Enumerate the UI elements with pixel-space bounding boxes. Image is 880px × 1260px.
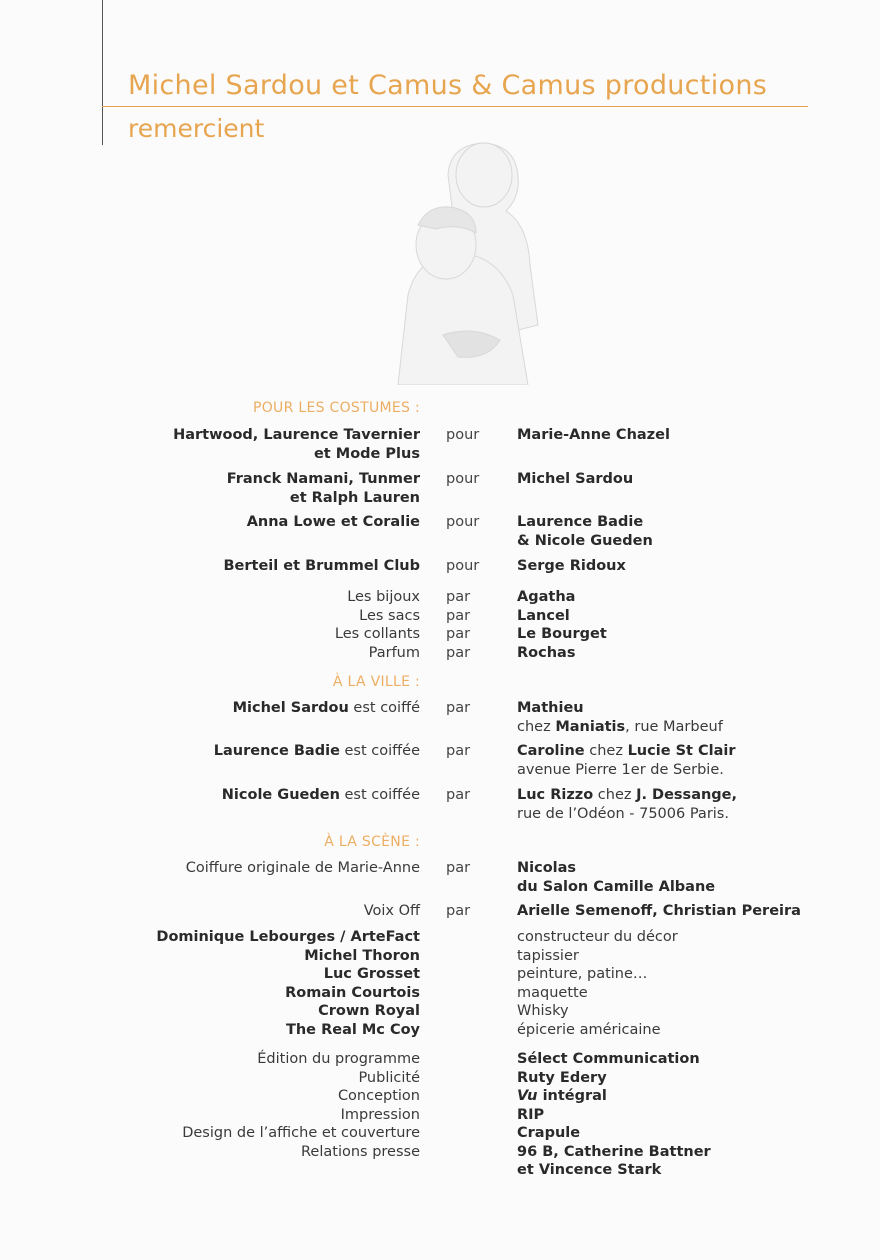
- costume-left-line: Berteil et Brummel Club: [223, 558, 420, 574]
- scene-label: Coiffure originale de Marie-Anne: [185, 860, 420, 876]
- credit-name: et Vincence Stark: [517, 1162, 662, 1178]
- ville-address: rue de l’Odéon - 75006 Paris.: [517, 805, 729, 822]
- supplier-name: The Real Mc Coy: [285, 1021, 420, 1038]
- ville-suffix: est coiffée: [339, 787, 420, 803]
- credit-name: 96 B, Catherine Battner: [517, 1143, 711, 1160]
- scene-credit: Nicolas: [517, 860, 577, 876]
- credit-name-vu: Vu: [517, 1088, 538, 1104]
- supplier-name: Michel Thoron: [304, 947, 420, 964]
- credit-name: Ruty Edery: [517, 1069, 607, 1086]
- ville-suffix: est coiffée: [339, 743, 420, 759]
- credit-role: Publicité: [358, 1069, 420, 1086]
- ville-salon: Maniatis: [555, 718, 626, 735]
- ville-address: avenue Pierre 1er de Serbie.: [517, 761, 724, 778]
- connector-par: par: [446, 787, 471, 803]
- accessory-brand: Lancel: [517, 607, 570, 624]
- accessory-item: Les bijoux: [347, 589, 420, 605]
- connector-pour: pour: [446, 558, 480, 574]
- costume-right-line: & Nicole Gueden: [517, 532, 653, 549]
- ville-text: chez: [517, 718, 556, 735]
- credit-name: Sélect Communication: [517, 1051, 700, 1067]
- section-costumes: POUR LES COSTUMES :: [252, 400, 420, 416]
- scene-credit: du Salon Camille Albane: [517, 878, 716, 895]
- accessory-brand: Agatha: [517, 589, 576, 605]
- page-title: Michel Sardou et Camus & Camus productions: [128, 70, 768, 101]
- scene-label: Voix Off: [363, 903, 420, 919]
- ville-text: chez: [584, 743, 628, 759]
- credit-role: Édition du programme: [257, 1051, 420, 1067]
- supplier-name: Romain Courtois: [285, 984, 420, 1001]
- accessory-brand: Le Bourget: [517, 626, 607, 642]
- credit-role: Design de l’affiche et couverture: [182, 1125, 420, 1141]
- supplier-role: Whisky: [517, 1003, 569, 1019]
- page-subtitle: remercient: [128, 114, 265, 143]
- connector-pour: pour: [446, 514, 480, 530]
- supplier-name: Dominique Lebourges / ArteFact: [156, 929, 420, 945]
- connector-par: par: [446, 607, 471, 624]
- ville-hairdresser: Luc Rizzo: [517, 787, 594, 803]
- ville-name: Nicole Gueden: [221, 787, 340, 803]
- section-scene: À LA SCÈNE :: [324, 834, 420, 850]
- title-underline: [102, 106, 808, 107]
- costume-left-line: Hartwood, Laurence Tavernier: [173, 427, 420, 443]
- accessory-item: Parfum: [368, 644, 420, 661]
- supplier-role: tapissier: [517, 947, 579, 964]
- supplier-name: Crown Royal: [318, 1003, 420, 1019]
- credit-name: Crapule: [517, 1125, 581, 1141]
- ville-text: chez: [593, 787, 637, 803]
- vertical-rule: [102, 0, 103, 145]
- accessory-item: Les sacs: [359, 607, 420, 624]
- connector-par: par: [446, 644, 471, 661]
- ville-salon: Lucie St Clair: [627, 743, 736, 759]
- costume-left-line: Anna Lowe et Coralie: [246, 514, 420, 530]
- supplier-role: constructeur du décor: [517, 929, 678, 945]
- connector-pour: pour: [446, 471, 480, 487]
- portrait-photo: [388, 135, 548, 385]
- connector-par: par: [446, 626, 471, 642]
- connector-pour: pour: [446, 427, 480, 443]
- ville-name: Laurence Badie: [213, 743, 340, 759]
- costume-right-line: Laurence Badie: [517, 514, 644, 530]
- supplier-role: maquette: [517, 984, 588, 1001]
- supplier-role: peinture, patine…: [517, 966, 648, 982]
- connector-par: par: [446, 743, 471, 759]
- ville-text: , rue Marbeuf: [625, 718, 723, 735]
- costume-left-line: et Ralph Lauren: [289, 489, 420, 506]
- credit-name: RIP: [517, 1106, 545, 1123]
- credit-role: Relations presse: [301, 1143, 420, 1160]
- accessory-brand: Rochas: [517, 644, 576, 661]
- section-ville: À LA VILLE :: [332, 674, 420, 690]
- costume-left-line: et Mode Plus: [313, 445, 420, 462]
- connector-par: par: [446, 700, 471, 716]
- supplier-name: Luc Grosset: [323, 966, 420, 982]
- costume-right-line: Michel Sardou: [517, 471, 634, 487]
- connector-par: par: [446, 903, 471, 919]
- accessory-item: Les collants: [334, 626, 420, 642]
- scene-credit: Arielle Semenoff, Christian Pereira: [517, 903, 801, 919]
- costume-right-line: Marie-Anne Chazel: [517, 427, 670, 443]
- ville-name: Michel Sardou: [232, 700, 349, 716]
- credit-role: Impression: [340, 1106, 420, 1123]
- ville-hairdresser: Mathieu: [517, 700, 584, 716]
- costume-right-line: Serge Ridoux: [517, 558, 626, 574]
- supplier-role: épicerie américaine: [517, 1021, 661, 1038]
- ville-salon: J. Dessange,: [636, 787, 738, 803]
- connector-par: par: [446, 589, 471, 605]
- connector-par: par: [446, 860, 471, 876]
- ville-hairdresser: Caroline: [517, 743, 585, 759]
- ville-suffix: est coiffé: [348, 700, 420, 716]
- credit-name: Vu intégral: [517, 1088, 607, 1104]
- costume-left-line: Franck Namani, Tunmer: [226, 471, 420, 487]
- credit-role: Conception: [337, 1088, 420, 1104]
